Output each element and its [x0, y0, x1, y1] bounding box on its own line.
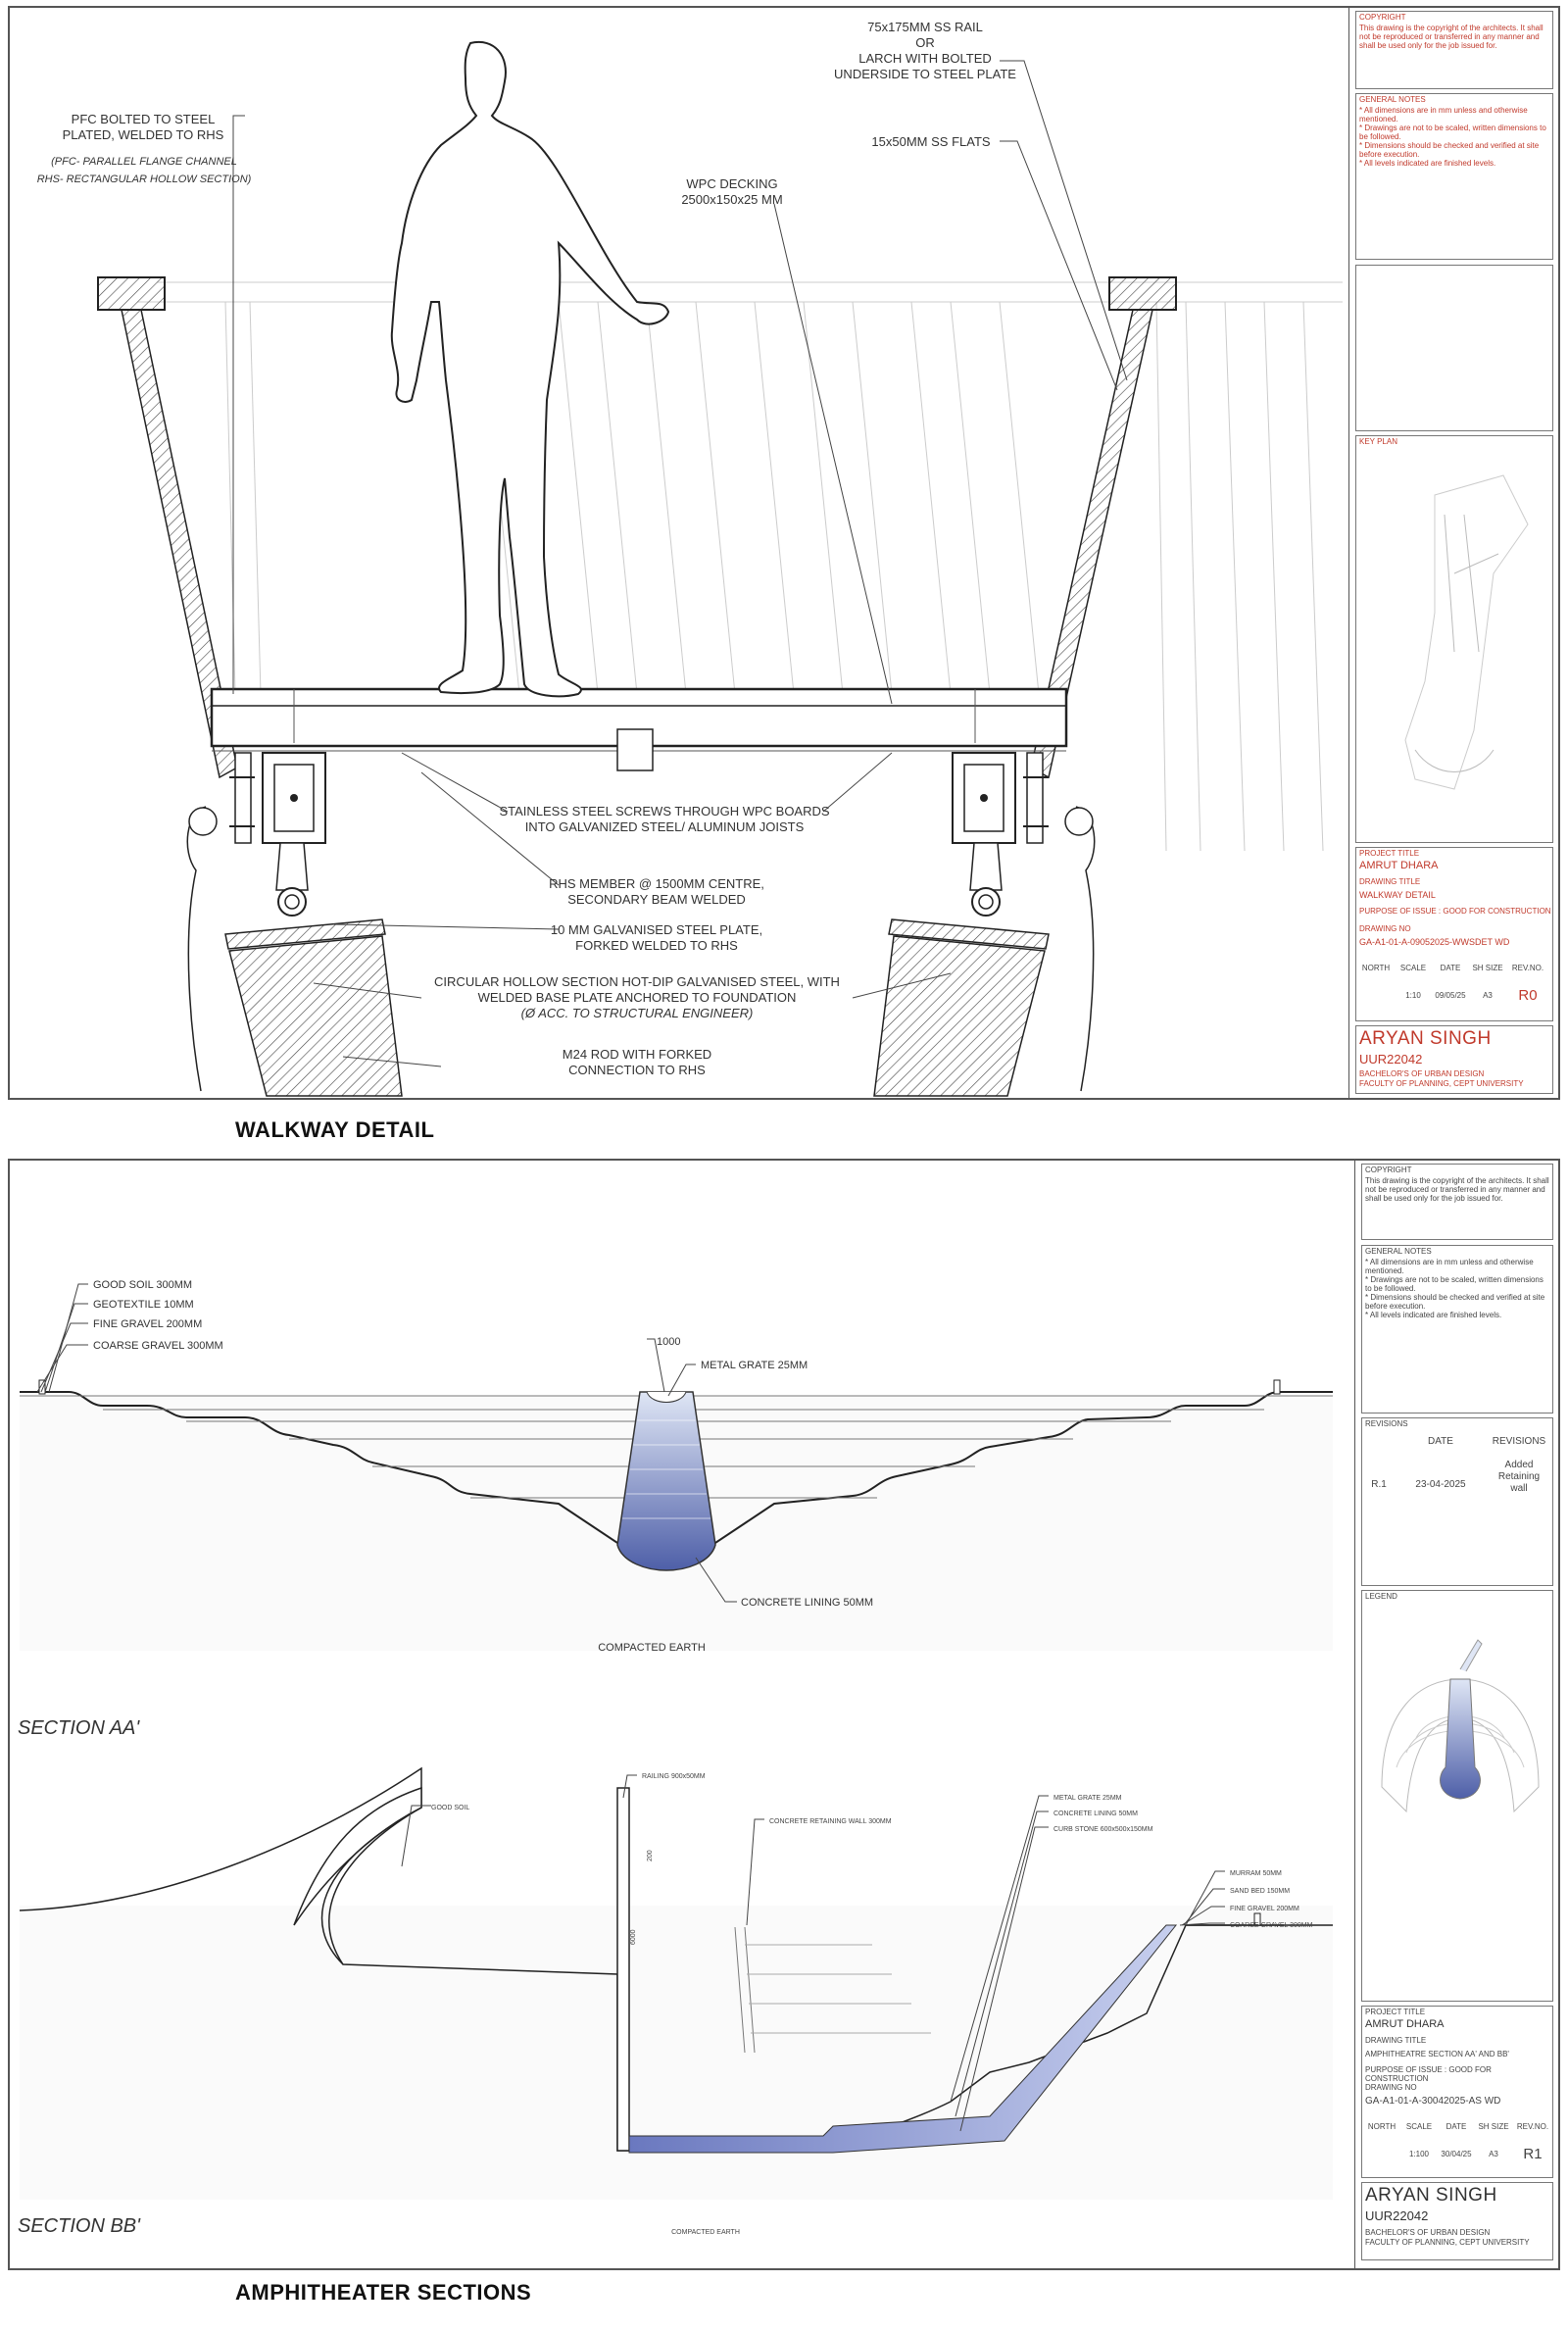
label-pfc-note1: (PFC- PARALLEL FLANGE CHANNEL [51, 156, 237, 168]
notes-box [1355, 93, 1553, 260]
rev-r-no: R.1 [1371, 1479, 1387, 1490]
note-2-2: * Drawings are not to be scaled, written dimensions to be followed. [1365, 1275, 1544, 1293]
legend-label: LEGEND [1365, 1592, 1397, 1601]
aa-label-coarse: COARSE GRAVEL 300MM [93, 1340, 223, 1352]
bb-retaining-wall [617, 1788, 629, 2151]
label-wpc1: WPC DECKING [686, 176, 778, 191]
copyright-box-2 [1361, 1164, 1553, 1240]
note-3: * Dimensions should be checked and verified at site before execution. [1359, 141, 1540, 159]
human-figure [392, 42, 668, 696]
aa-label-width: 1000 [657, 1336, 681, 1348]
note-2: * Drawings are not to be scaled, written dimensions to be followed. [1359, 124, 1546, 141]
grid2-v-size: A3 [1489, 2150, 1498, 2158]
right-handrail [1109, 277, 1176, 310]
label-rhs2: SECONDARY BEAM WELDED [567, 892, 746, 907]
legend-box [1361, 1590, 1553, 2002]
note-4: * All levels indicated are finished levels. [1359, 159, 1496, 168]
grid2-v-rev: R1 [1523, 2146, 1543, 2162]
drawing-no-2: GA-A1-01-A-30042025-AS WD [1365, 2096, 1501, 2107]
grid-v-rev: R0 [1518, 987, 1538, 1004]
grid-v-size: A3 [1483, 991, 1493, 1000]
label-wpc2: 2500x150x25 MM [681, 192, 783, 207]
drawing-title-label-2: DRAWING TITLE [1365, 2036, 1427, 2045]
copyright-text-2: This drawing is the copyright of the architects. It shall not be reproduced or transferred in any manner and shall be used only for the job issued for. [1365, 1176, 1549, 1203]
keyplan-box [1355, 435, 1553, 843]
revisions-label: REVISIONS [1365, 1419, 1408, 1428]
amphitheater-sheet [8, 1159, 1560, 2270]
drawing-title: WALKWAY DETAIL [1359, 890, 1436, 900]
author-id: UUR22042 [1359, 1052, 1423, 1066]
walkway-titleblock [1348, 8, 1559, 1098]
aa-label-grate: METAL GRATE 25MM [701, 1360, 808, 1371]
grid-v-scale: 1:10 [1405, 991, 1421, 1000]
blank-box [1355, 265, 1553, 431]
drawing-title-label: DRAWING TITLE [1359, 877, 1421, 886]
author-name-2: ARYAN SINGH [1365, 2185, 1497, 2206]
degree-2-1: BACHELOR'S OF URBAN DESIGN [1365, 2228, 1491, 2237]
drawing-no-label-2: DRAWING NO [1365, 2083, 1417, 2092]
degree-2-2: FACULTY OF PLANNING, CEPT UNIVERSITY [1365, 2238, 1530, 2247]
project-title-2: AMRUT DHARA [1365, 2018, 1445, 2030]
right-foundation [874, 936, 1045, 1096]
grid-h-scale: SCALE [1399, 964, 1427, 972]
drawing-title-2: AMPHITHEATRE SECTION AA' AND BB' [1365, 2050, 1509, 2058]
section-bb-label: SECTION BB' [18, 2215, 140, 2237]
label-rod2: CONNECTION TO RHS [568, 1063, 706, 1077]
amphitheater-drawing [10, 1161, 1352, 2268]
label-rail4: UNDERSIDE TO STEEL PLATE [834, 67, 1016, 81]
label-rod1: M24 ROD WITH FORKED [562, 1047, 712, 1062]
project-title-label-2: PROJECT TITLE [1365, 2008, 1426, 2016]
bb-label-curb: CURB STONE 600x500x150MM [1054, 1826, 1153, 1833]
grid-h-north: NORTH [1361, 964, 1391, 972]
aa-label-earth: COMPACTED EARTH [598, 1642, 706, 1654]
project-title: AMRUT DHARA [1359, 860, 1439, 871]
author-box-2 [1361, 2182, 1553, 2260]
purpose: PURPOSE OF ISSUE : GOOD FOR CONSTRUCTION [1359, 907, 1551, 916]
purpose-2: PURPOSE OF ISSUE : GOOD FOR CONSTRUCTION [1365, 2065, 1492, 2083]
label-rail1: 75x175MM SS RAIL [867, 20, 983, 34]
bb-label-soil: GOOD SOIL [431, 1805, 470, 1811]
rev-r-date: 23-04-2025 [1415, 1479, 1466, 1490]
notes-label-2: GENERAL NOTES [1365, 1247, 1432, 1256]
bb-label-railing: RAILING 900x50MM [642, 1773, 706, 1780]
label-plate2: FORKED WELDED TO RHS [575, 938, 738, 953]
rev-h-revisions: REVISIONS [1492, 1436, 1546, 1447]
grid2-v-date: 30/04/25 [1441, 2150, 1472, 2158]
copyright-box [1355, 11, 1553, 89]
degree-2: FACULTY OF PLANNING, CEPT UNIVERSITY [1359, 1079, 1524, 1088]
label-chs1: CIRCULAR HOLLOW SECTION HOT-DIP GALVANISED STEEL, WITH [434, 974, 840, 989]
grid2-h-north: NORTH [1367, 2122, 1396, 2131]
label-rail3: LARCH WITH BOLTED [858, 51, 992, 66]
copyright-label: COPYRIGHT [1359, 13, 1406, 22]
grid2-h-scale: SCALE [1405, 2122, 1433, 2131]
notes-box-2 [1361, 1245, 1553, 1413]
bb-dim-6000: 6000 [630, 1929, 637, 1945]
author-name: ARYAN SINGH [1359, 1028, 1492, 1049]
label-pfc: PFC BOLTED TO STEEL [71, 112, 216, 126]
label-pfc-note2: RHS- RECTANGULAR HOLLOW SECTION) [36, 174, 252, 185]
label-screws1: STAINLESS STEEL SCREWS THROUGH WPC BOARDS [499, 804, 830, 818]
notes-label: GENERAL NOTES [1359, 95, 1426, 104]
author-box [1355, 1025, 1553, 1094]
aa-label-soil: GOOD SOIL 300MM [93, 1279, 193, 1291]
label-rhs1: RHS MEMBER @ 1500MM CENTRE, [549, 876, 764, 891]
label-screws2: INTO GALVANIZED STEEL/ ALUMINUM JOISTS [524, 819, 805, 834]
grid-v-date: 09/05/25 [1435, 991, 1466, 1000]
bb-label-grate: METAL GRATE 25MM [1054, 1795, 1122, 1802]
label-chs2: WELDED BASE PLATE ANCHORED TO FOUNDATION [477, 990, 797, 1005]
bb-label-murram: MURRAM 50MM [1230, 1870, 1282, 1877]
copyright-text: This drawing is the copyright of the architects. It shall not be reproduced or transferred in any manner and shall be used only for the job issued for. [1359, 24, 1544, 50]
bb-label-wall: CONCRETE RETAINING WALL 300MM [769, 1818, 892, 1825]
legend-drawing [1362, 1611, 1554, 1993]
grid2-v-scale: 1:100 [1408, 2150, 1430, 2158]
left-handrail [98, 277, 165, 310]
bb-label-earth: COMPACTED EARTH [671, 2229, 740, 2236]
bb-label-sand: SAND BED 150MM [1230, 1888, 1291, 1895]
note-1: * All dimensions are in mm unless and otherwise mentioned. [1359, 106, 1528, 124]
aa-label-geotextile: GEOTEXTILE 10MM [93, 1299, 194, 1311]
rev-h-date: DATE [1428, 1436, 1453, 1447]
bb-dim-200: 200 [647, 1850, 654, 1861]
label-pfc2: PLATED, WELDED TO RHS [62, 127, 224, 142]
grid-h-size: SH SIZE [1472, 964, 1503, 972]
grid2-h-size: SH SIZE [1478, 2122, 1509, 2131]
section-aa-label: SECTION AA' [18, 1717, 140, 1739]
grid2-h-date: DATE [1446, 2122, 1467, 2131]
author-id-2: UUR22042 [1365, 2208, 1429, 2223]
note-2-3: * Dimensions should be checked and verified at site before execution. [1365, 1293, 1545, 1311]
keyplan-label: KEY PLAN [1359, 437, 1397, 446]
label-chs3: (Ø ACC. TO STRUCTURAL ENGINEER) [520, 1006, 754, 1020]
walkway-drawing [10, 8, 1350, 1098]
label-plate1: 10 MM GALVANISED STEEL PLATE, [550, 922, 763, 937]
left-foundation [229, 936, 402, 1096]
amphitheater-caption: AMPHITHEATER SECTIONS [235, 2280, 532, 2305]
aa-label-fine: FINE GRAVEL 200MM [93, 1318, 203, 1330]
copyright-label-2: COPYRIGHT [1365, 1166, 1412, 1174]
drawing-no: GA-A1-01-A-09052025-WWSDET WD [1359, 937, 1510, 947]
walkway-caption: WALKWAY DETAIL [235, 1117, 435, 1142]
aa-label-lining: CONCRETE LINING 50MM [741, 1597, 874, 1609]
project-box-2 [1361, 2006, 1553, 2178]
bb-label-lining: CONCRETE LINING 50MM [1054, 1810, 1138, 1817]
project-box [1355, 847, 1553, 1021]
rev-r-desc: Added Retaining wall [1497, 1460, 1541, 1494]
project-title-label: PROJECT TITLE [1359, 849, 1420, 858]
drawing-no-label: DRAWING NO [1359, 924, 1411, 933]
revisions-box [1361, 1417, 1553, 1586]
bb-label-fine: FINE GRAVEL 200MM [1230, 1906, 1299, 1912]
amphitheater-titleblock [1354, 1161, 1559, 2268]
keyplan-drawing [1356, 456, 1552, 828]
label-rail2: OR [915, 35, 935, 50]
degree-1: BACHELOR'S OF URBAN DESIGN [1359, 1069, 1485, 1078]
note-2-1: * All dimensions are in mm unless and otherwise mentioned. [1365, 1258, 1534, 1275]
label-flats: 15x50MM SS FLATS [871, 134, 991, 149]
walkway-sheet [8, 6, 1560, 1100]
note-2-4: * All levels indicated are finished levels. [1365, 1311, 1502, 1319]
bb-label-coarse: COARSE GRAVEL 300MM [1230, 1922, 1313, 1929]
grid2-h-rev: REV.NO. [1516, 2122, 1549, 2131]
grid-h-rev: REV.NO. [1511, 964, 1544, 972]
grid-h-date: DATE [1440, 964, 1461, 972]
